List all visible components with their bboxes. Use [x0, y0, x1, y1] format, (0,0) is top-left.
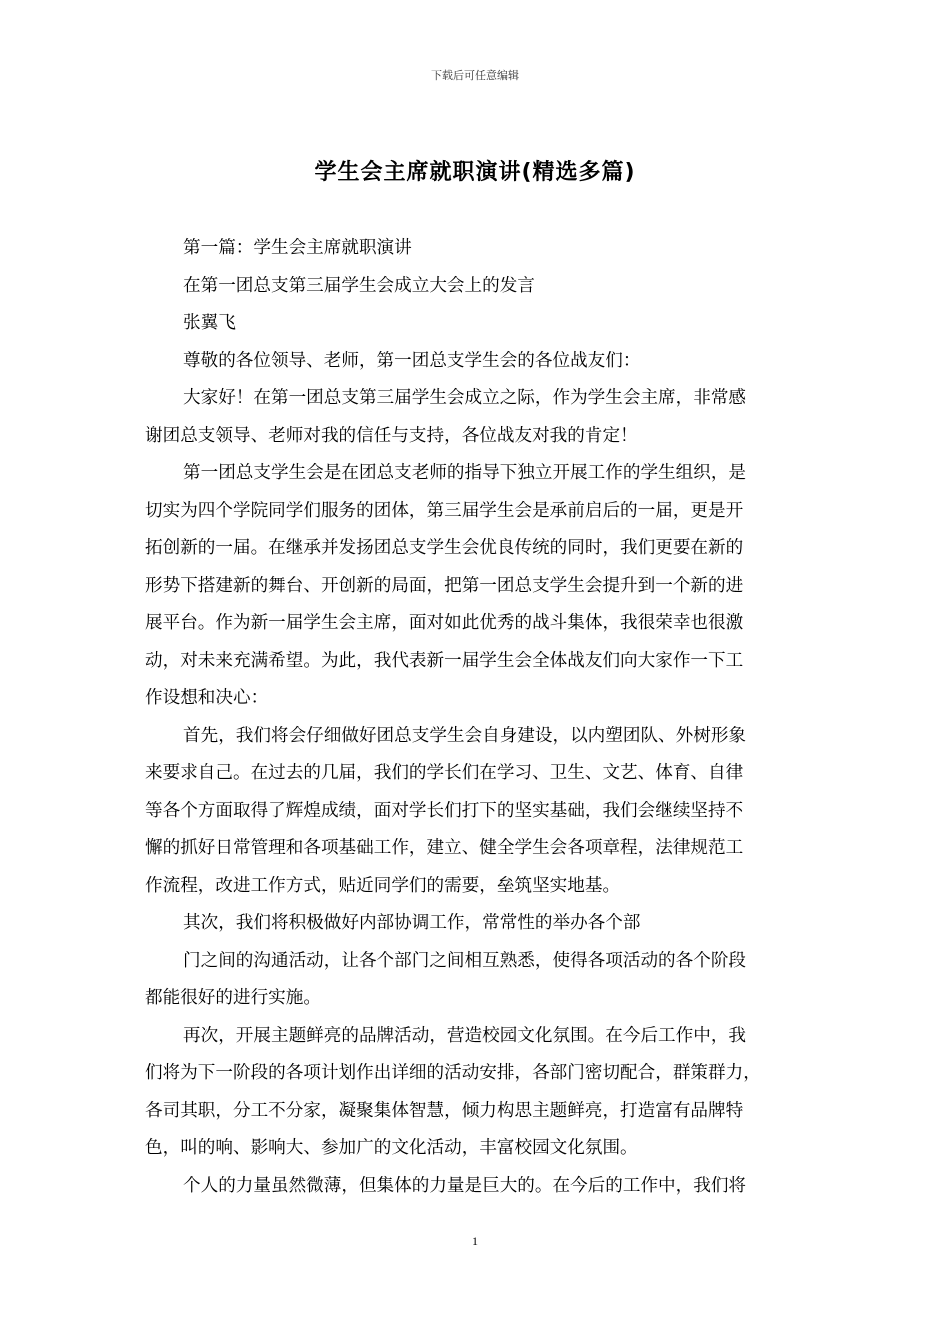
paragraph-line: 懈的抓好日常管理和各项基础工作，建立、健全学生会各项章程，法律规范工 [145, 838, 744, 858]
paragraph-line: 再次，开展主题鲜亮的品牌活动，营造校园文化氛围。在今后工作中，我 [183, 1025, 747, 1046]
paragraph-line: 形势下搭建新的舞台、开创新的局面，把第一团总支学生会提升到一个新的进 [145, 575, 744, 596]
paragraph-line: 作流程，改进工作方式，贴近同学们的需要，垒筑坚实地基。 [145, 875, 621, 896]
paragraph-line: 切实为四个学院同学们服务的团体，第三届学生会是承前启后的一届，更是开 [145, 500, 744, 521]
salutation: 尊敬的各位领导、老师，第一团总支学生会的各位战友们： [183, 350, 641, 371]
paragraph-line: 个人的力量虽然微薄，但集体的力量是巨大的。在今后的工作中，我们将 [183, 1175, 747, 1196]
paragraph-line: 首先，我们将会仔细做好团总支学生会自身建设，以内塑团队、外树形象 [183, 725, 747, 746]
speaker-name: 张翼飞 [183, 313, 236, 333]
paragraph-line: 大家好！在第一团总支第三届学生会成立之际，作为学生会主席，非常感 [183, 388, 747, 408]
document-body [145, 230, 810, 1205]
paragraph-line: 门之间的沟通活动，让各个部门之间相互熟悉，使得各项活动的各个阶段 [183, 950, 747, 971]
paragraph-line: 动，对未来充满希望。为此，我代表新一届学生会全体战友们向大家作一下工 [145, 650, 744, 671]
document-title: 学生会主席就职演讲(精选多篇) [314, 160, 636, 185]
paragraph-line: 拓创新的一届。在继承并发扬团总支学生会优良传统的同时，我们更要在新的 [145, 538, 744, 558]
paragraph-line: 们将为下一阶段的各项计划作出详细的活动安排，各部门密切配合，群策群力， [145, 1063, 761, 1083]
paragraph-line: 展平台。作为新一届学生会主席，面对如此优秀的战斗集体，我很荣幸也很激 [145, 613, 744, 633]
paragraph-line: 都能很好的进行实施。 [145, 988, 321, 1008]
page-number: 1 [472, 1234, 478, 1248]
paragraph-line: 谢团总支领导、老师对我的信任与支持，各位战友对我的肯定！ [145, 425, 638, 446]
paragraph-line: 其次，我们将积极做好内部协调工作，常常性的举办各个部 [183, 913, 641, 933]
section-heading: 第一篇：学生会主席就职演讲 [183, 238, 412, 258]
paragraph-line: 来要求自己。在过去的几届，我们的学长们在学习、卫生、文艺、体育、自律 [145, 763, 744, 783]
paragraph-line: 各司其职，分工不分家，凝聚集体智慧，倾力构思主题鲜亮，打造富有品牌特 [145, 1100, 744, 1121]
speech-subtitle: 在第一团总支第三届学生会成立大会上的发言 [183, 275, 535, 296]
paragraph-line: 色，叫的响、影响大、参加广的文化活动，丰富校园文化氛围。 [145, 1138, 638, 1158]
paragraph-line: 等各个方面取得了辉煌成绩，面对学长们打下的坚实基础，我们会继续坚持不 [145, 800, 744, 821]
paragraph-line: 第一团总支学生会是在团总支老师的指导下独立开展工作的学生组织，是 [183, 463, 747, 483]
header-note: 下载后可任意编辑 [431, 69, 519, 82]
paragraph-line: 作设想和决心： [145, 688, 269, 708]
